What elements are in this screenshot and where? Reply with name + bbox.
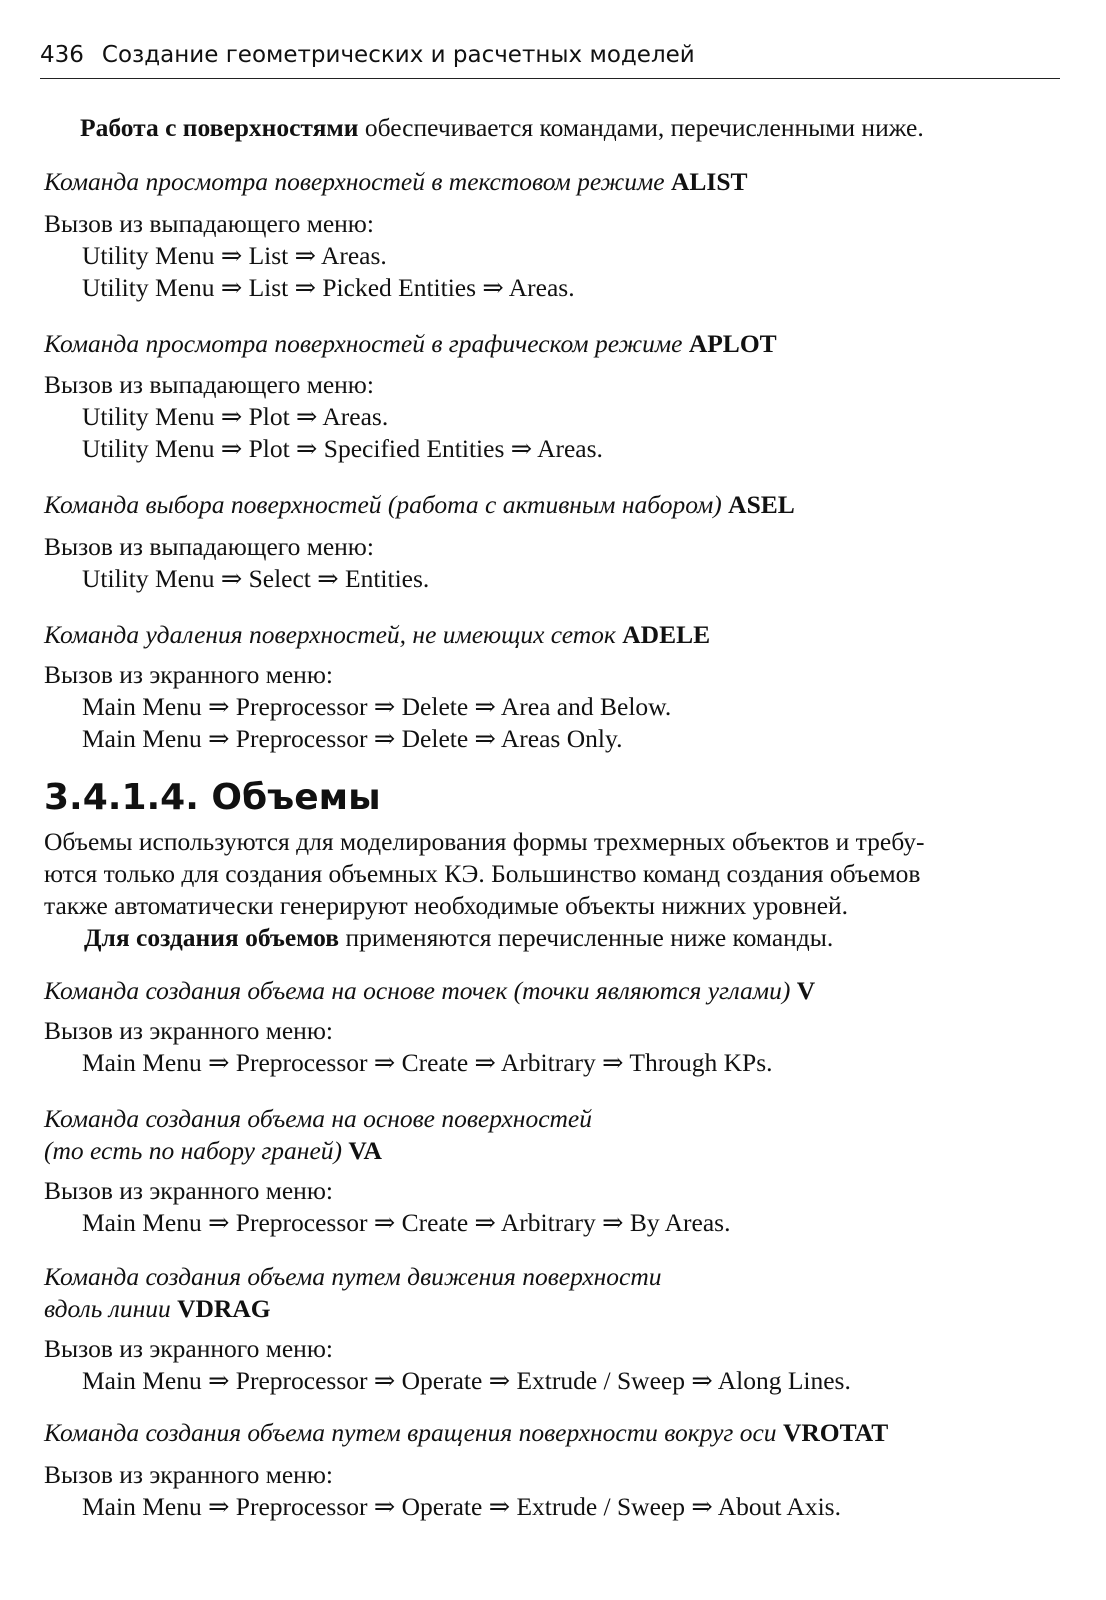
section-paragraph-line: Объемы используются для моделирования формы трехмерных объектов и требу-	[44, 827, 925, 856]
menu-path: Main Menu ⇒ Preprocessor ⇒ Delete ⇒ Area and Below.	[82, 692, 672, 721]
section-paragraph-line: также автоматически генерируют необходимые объекты нижних уровней.	[44, 891, 849, 920]
command-code-aplot: APLOT	[688, 329, 777, 358]
intro-text: обеспечивается командами, перечисленными ниже.	[358, 113, 924, 142]
running-header	[40, 38, 1060, 79]
command-code-vrotat: VROTAT	[782, 1418, 889, 1447]
command-code-v: V	[796, 976, 816, 1005]
section-lead-text: применяются перечисленные ниже команды.	[339, 923, 834, 952]
menu-label: Вызов из экранного меню:	[44, 660, 333, 689]
section-heading: 3.4.1.4. Объемы	[44, 777, 381, 818]
command-title-vrotat: Команда создания объема путем вращения поверхности вокруг оси VROTAT	[44, 1418, 889, 1447]
command-title-adele: Команда удаления поверхностей, не имеющих сеток ADELE	[44, 620, 711, 649]
menu-label: Вызов из выпадающего меню:	[44, 370, 374, 399]
page-number: 436	[40, 42, 84, 68]
command-title-va-line2: (то есть по набору граней) VA	[44, 1136, 382, 1165]
menu-label: Вызов из выпадающего меню:	[44, 532, 374, 561]
section-lead	[84, 922, 1084, 954]
menu-path: Utility Menu ⇒ Select ⇒ Entities.	[82, 564, 430, 593]
menu-label: Вызов из выпадающего меню:	[44, 209, 374, 238]
menu-label: Вызов из экранного меню:	[44, 1016, 333, 1045]
command-code-asel: ASEL	[728, 490, 795, 519]
menu-path: Main Menu ⇒ Preprocessor ⇒ Operate ⇒ Extrude / Sweep ⇒ Along Lines.	[82, 1366, 851, 1395]
command-title-vdrag: Команда создания объема путем движения поверхности	[44, 1262, 662, 1291]
menu-label: Вызов из экранного меню:	[44, 1460, 333, 1489]
command-title-v: Команда создания объема на основе точек (точки являются углами) V	[44, 976, 816, 1005]
command-code-vdrag: VDRAG	[177, 1294, 271, 1323]
command-title-vdrag-line2: вдоль линии VDRAG	[44, 1294, 271, 1323]
menu-path: Utility Menu ⇒ Plot ⇒ Specified Entities ⇒ Areas.	[82, 434, 603, 463]
intro-paragraph	[80, 113, 924, 143]
command-code-adele: ADELE	[622, 620, 711, 649]
section-lead-bold: Для создания объемов	[84, 923, 340, 952]
menu-path: Utility Menu ⇒ Plot ⇒ Areas.	[82, 402, 389, 431]
menu-path: Utility Menu ⇒ List ⇒ Picked Entities ⇒ Areas.	[82, 273, 575, 302]
command-code-alist: ALIST	[671, 167, 748, 196]
command-code-va: VA	[348, 1136, 382, 1165]
menu-path: Main Menu ⇒ Preprocessor ⇒ Delete ⇒ Areas Only.	[82, 724, 623, 753]
menu-label: Вызов из экранного меню:	[44, 1334, 333, 1363]
command-title-asel: Команда выбора поверхностей (работа с активным набором) ASEL	[44, 490, 795, 519]
running-title: Создание геометрических и расчетных моделей	[101, 42, 695, 68]
command-title-aplot: Команда просмотра поверхностей в графическом режиме APLOT	[44, 329, 777, 358]
intro-bold: Работа с поверхностями	[80, 113, 359, 142]
command-title-va: Команда создания объема на основе поверхностей	[44, 1104, 593, 1133]
menu-path: Main Menu ⇒ Preprocessor ⇒ Create ⇒ Arbitrary ⇒ By Areas.	[82, 1208, 731, 1237]
section-paragraph-line: ются только для создания объемных КЭ. Большинство команд создания объемов	[44, 859, 921, 888]
menu-path: Main Menu ⇒ Preprocessor ⇒ Create ⇒ Arbitrary ⇒ Through KPs.	[82, 1048, 773, 1077]
command-title-alist: Команда просмотра поверхностей в текстовом режиме ALIST	[44, 167, 748, 196]
menu-path: Utility Menu ⇒ List ⇒ Areas.	[82, 241, 387, 270]
menu-path: Main Menu ⇒ Preprocessor ⇒ Operate ⇒ Extrude / Sweep ⇒ About Axis.	[82, 1492, 841, 1521]
menu-label: Вызов из экранного меню:	[44, 1176, 333, 1205]
